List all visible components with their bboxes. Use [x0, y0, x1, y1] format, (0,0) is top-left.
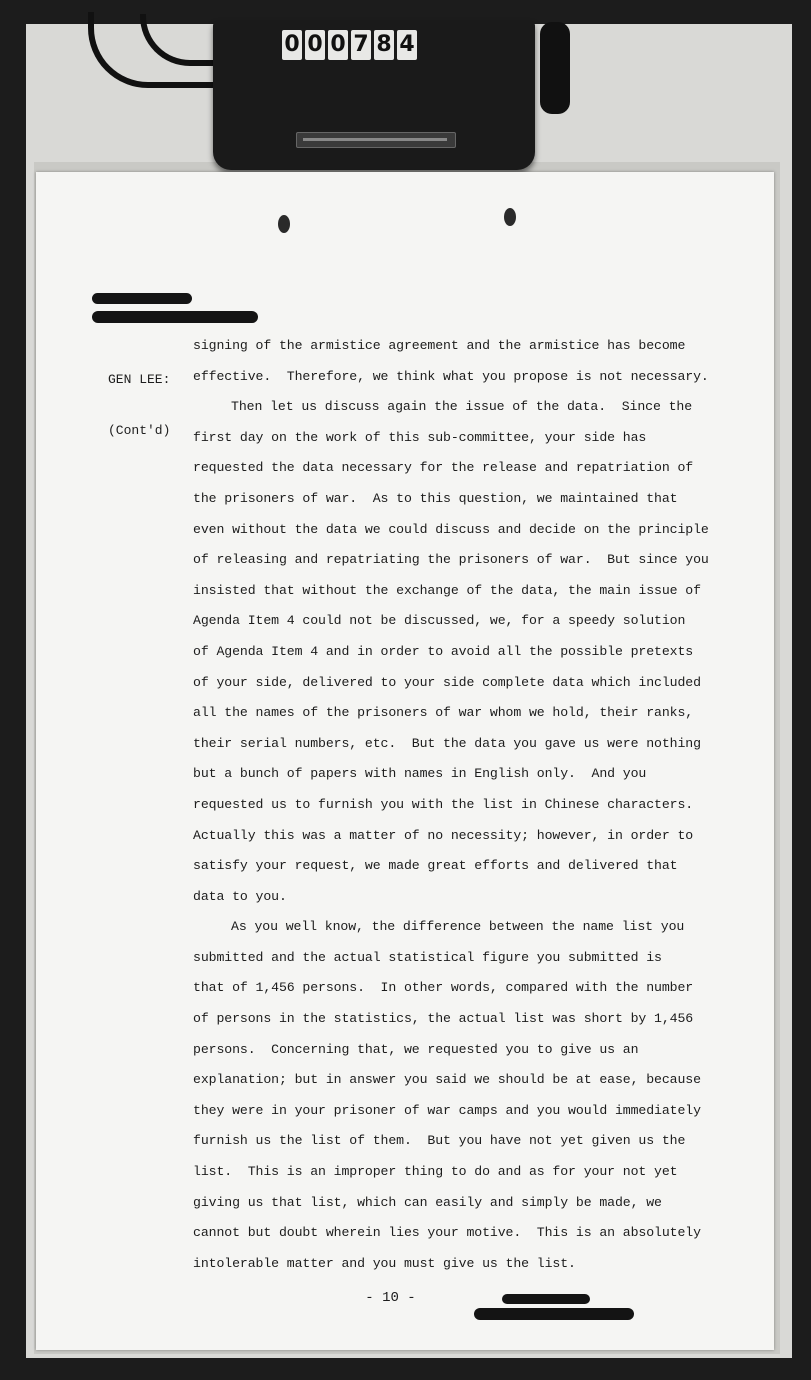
text-line: even without the data we could discuss and decide on the principle	[193, 521, 709, 537]
page-number	[0, 1290, 811, 1306]
text-line: Actually this was a matter of no necessity; however, in order to	[193, 827, 694, 843]
text-line: of releasing and repatriating the prisoners of war. But since you	[193, 552, 709, 568]
text-line: signing of the armistice agreement and the armistice has become	[193, 338, 686, 353]
counter-digit: 7	[351, 30, 371, 60]
text-line: satisfy your request, we made great efforts and delivered that	[193, 858, 678, 874]
text-line: of Agenda Item 4 and in order to avoid all the possible pretexts	[193, 643, 694, 659]
counter-digit: 0	[328, 30, 348, 60]
text-line: that of 1,456 persons. In other words, compared with the number	[193, 980, 694, 996]
text-line: cannot but doubt wherein lies your motive. This is an absolutely	[193, 1225, 701, 1241]
device-plate	[296, 132, 456, 148]
text-line: persons. Concerning that, we requested you to give us an	[193, 1041, 639, 1057]
text-line: the prisoners of war. As to this question, we maintained that	[193, 490, 678, 506]
counter-digit: 8	[374, 30, 394, 60]
text-line: they were in your prisoner of war camps and you would immediately	[193, 1102, 701, 1118]
speaker-continued-note: (Cont'd)	[108, 423, 171, 438]
text-line: their serial numbers, etc. But the data you gave us were nothing	[193, 735, 701, 751]
text-line: intolerable matter and you must give us the list.	[193, 1255, 576, 1271]
redaction-bar	[92, 293, 192, 304]
punch-hole	[504, 208, 516, 226]
text-line: giving us that list, which can easily and simply be made, we	[193, 1194, 662, 1210]
text-line: data to you.	[193, 888, 287, 904]
counter-digit: 4	[397, 30, 417, 60]
text-line: first day on the work of this sub-committee, your side has	[193, 429, 647, 445]
text-line: effective. Therefore, we think what you propose is not necessary.	[193, 368, 709, 384]
text-line: As you well know, the difference between the name list you	[231, 919, 685, 935]
body-text	[193, 331, 713, 1279]
text-line: all the names of the prisoners of war whom we hold, their ranks,	[193, 705, 694, 721]
text-line: but a bunch of papers with names in English only. And you	[193, 766, 647, 782]
text-line: furnish us the list of them. But you have not yet given us the	[193, 1133, 686, 1149]
redaction-bar	[92, 311, 258, 323]
text-line: explanation; but in answer you said we should be at ease, because	[193, 1072, 701, 1088]
speaker-name: GEN LEE:	[108, 372, 171, 387]
punch-hole	[278, 215, 290, 233]
text-line: requested us to furnish you with the list in Chinese characters.	[193, 796, 694, 812]
text-line: insisted that without the exchange of the data, the main issue of	[193, 582, 701, 598]
text-line: Then let us discuss again the issue of the data. Since the	[231, 399, 693, 415]
speaker-label	[108, 337, 192, 456]
counter-digit: 0	[282, 30, 302, 60]
frame-counter	[282, 30, 417, 62]
text-line: of persons in the statistics, the actual list was short by 1,456	[193, 1011, 694, 1027]
text-line: Agenda Item 4 could not be discussed, we, for a speedy solution	[193, 613, 686, 629]
counter-digit: 0	[305, 30, 325, 60]
text-line: submitted and the actual statistical figure you submitted is	[193, 949, 662, 965]
text-line: requested the data necessary for the release and repatriation of	[193, 460, 694, 476]
device-knob	[540, 22, 570, 114]
text-line: list. This is an improper thing to do and as for your not yet	[193, 1164, 678, 1180]
redaction-bar	[474, 1308, 634, 1320]
text-line: of your side, delivered to your side complete data which included	[193, 674, 701, 690]
page-number-text: - 10 -	[365, 1290, 416, 1306]
